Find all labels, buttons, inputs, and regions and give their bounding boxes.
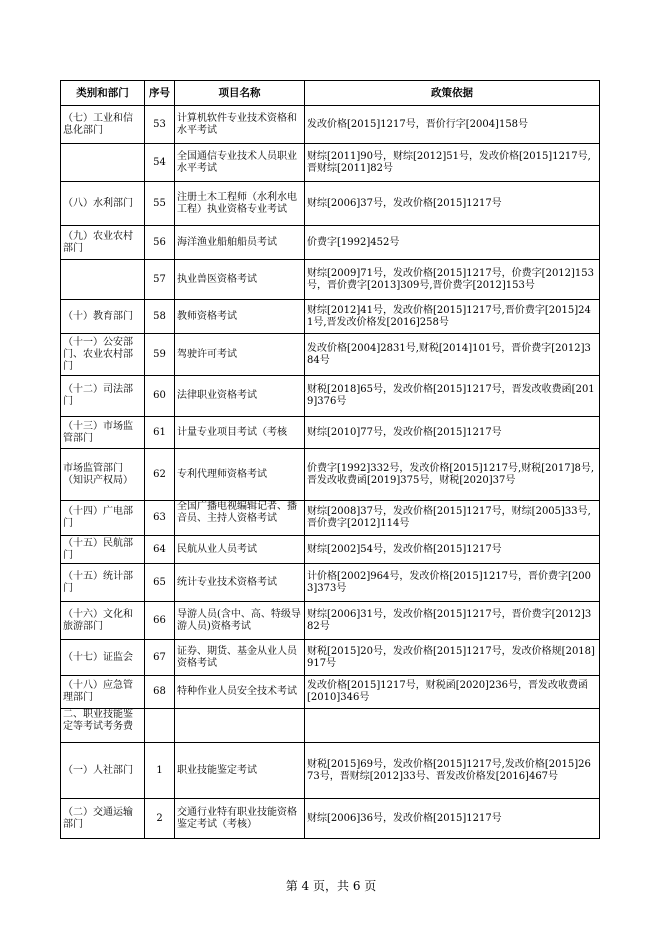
row-project: 教师资格考试 xyxy=(175,300,305,334)
table-row xyxy=(61,300,600,334)
row-category: （一）人社部门 xyxy=(61,743,145,799)
row-project: 证券、期货、基金从业人员资格考试 xyxy=(175,640,305,676)
row-category: （十一）公安部门、农业农村部门 xyxy=(61,334,145,376)
row-category xyxy=(61,144,145,182)
table-row xyxy=(61,602,600,640)
row-category: （十五）民航部门 xyxy=(61,536,145,564)
row-policy: 财综[2011]90号，财综[2012]51号，发改价格[2015]1217号,晋财综[2011]82号 xyxy=(305,144,600,182)
table-row xyxy=(61,709,600,743)
row-number: 64 xyxy=(145,536,175,564)
row-policy: 财税[2018]65号，发改价格[2015]1217号，晋发改收费函[2019]376号 xyxy=(305,376,600,417)
row-project: 注册土木工程师（水利水电工程）执业资格专业考试 xyxy=(175,182,305,226)
row-category: （七）工业和信息化部门 xyxy=(61,106,145,144)
row-policy: 发改价格[2015]1217号，财税函[2020]236号，晋发改收费函[2010]346号 xyxy=(305,676,600,709)
table-row xyxy=(61,106,600,144)
row-project: 导游人员(含中、高、特级导游人员)资格考试 xyxy=(175,602,305,640)
row-category: （二）交通运输部门 xyxy=(61,799,145,839)
row-category-text: 二、职业技能鉴定等考试考务费 xyxy=(63,709,133,732)
row-number: 1 xyxy=(145,743,175,799)
row-number: 63 xyxy=(145,501,175,536)
row-policy: 财综[2012]41号，发改价格[2015]1217号,晋价费字[2015]241号,晋发改价格发[2016]258号 xyxy=(305,300,600,334)
row-category: （十）教育部门 xyxy=(61,300,145,334)
table-row xyxy=(61,449,600,501)
row-policy: 价费字[1992]332号，发改价格[2015]1217号,财税[2017]8号,晋发改收费函[2019]375号，财税[2020]37号 xyxy=(305,449,600,501)
row-number: 66 xyxy=(145,602,175,640)
table-header-row xyxy=(61,81,600,106)
row-number: 57 xyxy=(145,260,175,300)
row-policy xyxy=(305,709,600,743)
row-category: （十五）统计部门 xyxy=(61,564,145,602)
row-policy: 财综[2008]37号，发改价格[2015]1217号，财综[2005]33号,晋价费字[2012]114号 xyxy=(305,501,600,536)
row-policy: 财综[2006]36号，发改价格[2015]1217号 xyxy=(305,799,600,839)
table-row xyxy=(61,501,600,536)
row-number: 54 xyxy=(145,144,175,182)
row-category: （八）水利部门 xyxy=(61,182,145,226)
row-number: 68 xyxy=(145,676,175,709)
row-project xyxy=(175,501,305,536)
row-category: 市场监管部门（知识产权局） xyxy=(61,449,145,501)
row-number: 2 xyxy=(145,799,175,839)
row-project: 计量专业项目考试（考核 xyxy=(175,417,305,449)
row-number: 55 xyxy=(145,182,175,226)
table-row xyxy=(61,564,600,602)
row-policy: 发改价格[2004]2831号,财税[2014]101号，晋价费字[2012]384号 xyxy=(305,334,600,376)
row-number: 53 xyxy=(145,106,175,144)
row-project: 专利代理师资格考试 xyxy=(175,449,305,501)
table-row xyxy=(61,226,600,260)
row-policy: 财综[2006]31号，发改价格[2015]1217号，晋价费字[2012]382号 xyxy=(305,602,600,640)
header-project: 项目名称 xyxy=(175,81,305,106)
row-number: 67 xyxy=(145,640,175,676)
row-project: 全国通信专业技术人员职业水平考试 xyxy=(175,144,305,182)
header-category: 类别和部门 xyxy=(61,81,145,106)
row-number: 61 xyxy=(145,417,175,449)
row-category xyxy=(61,709,145,743)
table-row xyxy=(61,334,600,376)
row-policy: 财税[2015]69号，发改价格[2015]1217号,发改价格[2015]2673号，晋财综[2012]33号、晋发改价格发[2016]467号 xyxy=(305,743,600,799)
row-project: 驾驶许可考试 xyxy=(175,334,305,376)
row-number: 65 xyxy=(145,564,175,602)
row-policy: 价费字[1992]452号 xyxy=(305,226,600,260)
header-policy: 政策依据 xyxy=(305,81,600,106)
header-number: 序号 xyxy=(145,81,175,106)
row-policy: 发改价格[2015]1217号，晋价行字[2004]158号 xyxy=(305,106,600,144)
row-number: 58 xyxy=(145,300,175,334)
row-project: 特种作业人员安全技术考试 xyxy=(175,676,305,709)
row-category: （十八）应急管理部门 xyxy=(61,676,145,709)
row-category: （九）农业农村部门 xyxy=(61,226,145,260)
row-category: （十三）市场监管部门 xyxy=(61,417,145,449)
row-project-text: 全国广播电视编辑记者、播音员、主持人资格考试 xyxy=(177,501,297,524)
page-number-footer: 第 4 页，共 6 页 xyxy=(285,879,377,893)
table-row xyxy=(61,260,600,300)
table-row xyxy=(61,799,600,839)
row-project: 法律职业资格考试 xyxy=(175,376,305,417)
row-policy: 财综[2009]71号，发改价格[2015]1217号，价费字[2012]153号，晋价费字[2013]309号,晋价费字[2012]153号 xyxy=(305,260,600,300)
row-category: （十四）广电部门 xyxy=(61,501,145,536)
table-row xyxy=(61,536,600,564)
row-policy: 财综[2006]37号，发改价格[2015]1217号 xyxy=(305,182,600,226)
row-policy: 计价格[2002]964号，发改价格[2015]1217号，晋价费字[2003]373号 xyxy=(305,564,600,602)
table-row xyxy=(61,676,600,709)
row-number: 60 xyxy=(145,376,175,417)
row-project: 海洋渔业船舶船员考试 xyxy=(175,226,305,260)
row-project: 民航从业人员考试 xyxy=(175,536,305,564)
row-policy: 财税[2015]20号，发改价格[2015]1217号，发改价格规[2018]917号 xyxy=(305,640,600,676)
row-project: 统计专业技术资格考试 xyxy=(175,564,305,602)
table-row xyxy=(61,743,600,799)
row-category: （十六）文化和旅游部门 xyxy=(61,602,145,640)
table-row xyxy=(61,640,600,676)
row-policy: 财综[2002]54号，发改价格[2015]1217号 xyxy=(305,536,600,564)
row-project: 计算机软件专业技术资格和水平考试 xyxy=(175,106,305,144)
table-row xyxy=(61,144,600,182)
row-number xyxy=(145,709,175,743)
row-category xyxy=(61,260,145,300)
table-row xyxy=(61,376,600,417)
row-project: 交通行业特有职业技能资格鉴定考试（考核） xyxy=(175,799,305,839)
row-policy: 财综[2010]77号，发改价格[2015]1217号 xyxy=(305,417,600,449)
row-number: 56 xyxy=(145,226,175,260)
row-project xyxy=(175,709,305,743)
row-number: 62 xyxy=(145,449,175,501)
row-project: 职业技能鉴定考试 xyxy=(175,743,305,799)
row-category: （十七）证监会 xyxy=(61,640,145,676)
table-row xyxy=(61,417,600,449)
policy-basis-table xyxy=(60,80,600,839)
row-category: （十二）司法部门 xyxy=(61,376,145,417)
row-number: 59 xyxy=(145,334,175,376)
table-row xyxy=(61,182,600,226)
row-project: 执业兽医资格考试 xyxy=(175,260,305,300)
